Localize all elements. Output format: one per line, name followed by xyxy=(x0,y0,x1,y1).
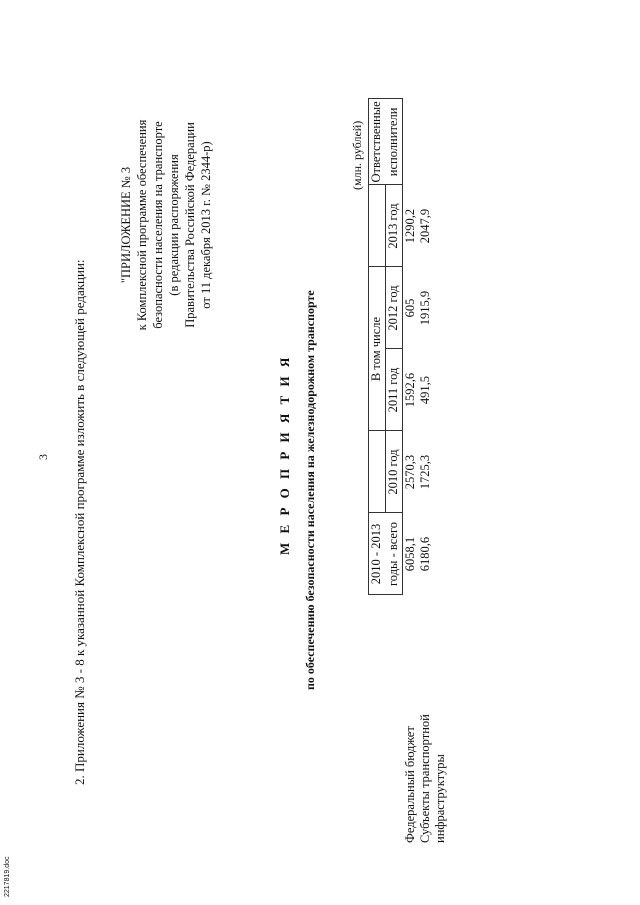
header-year-2010: 2010 год xyxy=(386,431,403,513)
appendix-line: Правительства Российской Федерации xyxy=(183,122,197,328)
unit-label: (млн. рублей) xyxy=(350,120,364,190)
header-year-2012: 2012 год xyxy=(386,267,403,349)
header-total-top: 2010 - 2013 xyxy=(369,513,386,595)
measures-table xyxy=(368,98,448,845)
header-total-bottom: годы - всего xyxy=(386,513,403,595)
cell-2013: 1290,2 xyxy=(403,208,417,244)
appendix-line: от 11 декабря 2013 г. № 2344-р) xyxy=(199,141,213,309)
header-row-top xyxy=(369,99,386,845)
page-number: 3 xyxy=(36,454,50,460)
document-title: М Е Р О П Р И Я Т И Я xyxy=(277,354,292,555)
row-label: Субъекты транспортной инфраструктуры xyxy=(418,714,447,843)
cell-2013: 2047,9 xyxy=(418,208,432,244)
header-in-that-number: В том числе xyxy=(369,267,386,431)
header-year-2013: 2013 год xyxy=(386,185,403,267)
row-label: Федеральный бюджет xyxy=(402,726,417,843)
cell-2010: 1725,3 xyxy=(418,454,432,490)
appendix-line: "ПРИЛОЖЕНИЕ № 3 xyxy=(119,166,133,284)
header-row-bottom xyxy=(386,99,403,845)
cell-total: 6058,1 xyxy=(403,536,417,572)
cell-2011: 491,5 xyxy=(418,375,432,405)
cell-2012: 605 xyxy=(403,298,417,318)
cell-2010: 2570,3 xyxy=(403,454,417,490)
header-responsible-top: Ответственные xyxy=(369,99,386,185)
appendix-heading xyxy=(118,75,214,375)
table-row xyxy=(418,99,448,845)
header-year-2011: 2011 год xyxy=(386,349,403,431)
cell-2012: 1915,9 xyxy=(418,290,432,326)
document-subtitle: по обеспечению безопасности населения на железнодорожном транспорте xyxy=(303,290,317,690)
appendix-line: безопасности населения на транспорте xyxy=(151,121,165,329)
cell-total: 6180,6 xyxy=(418,536,432,572)
cell-responsible xyxy=(418,99,448,185)
cell-responsible xyxy=(403,99,419,185)
table-row xyxy=(403,99,419,845)
intro-paragraph: 2. Приложения № 3 - 8 к указанной Комплексной программе изложить в следующей редакции: xyxy=(72,259,87,785)
appendix-line: (в редакции распоряжения xyxy=(167,154,181,296)
appendix-line: к Комплексной программе обеспечения xyxy=(135,119,149,331)
file-code: 2217819.doc xyxy=(4,856,11,897)
cell-2011: 1592,6 xyxy=(403,372,417,408)
header-responsible-bottom: исполнители xyxy=(386,99,403,185)
